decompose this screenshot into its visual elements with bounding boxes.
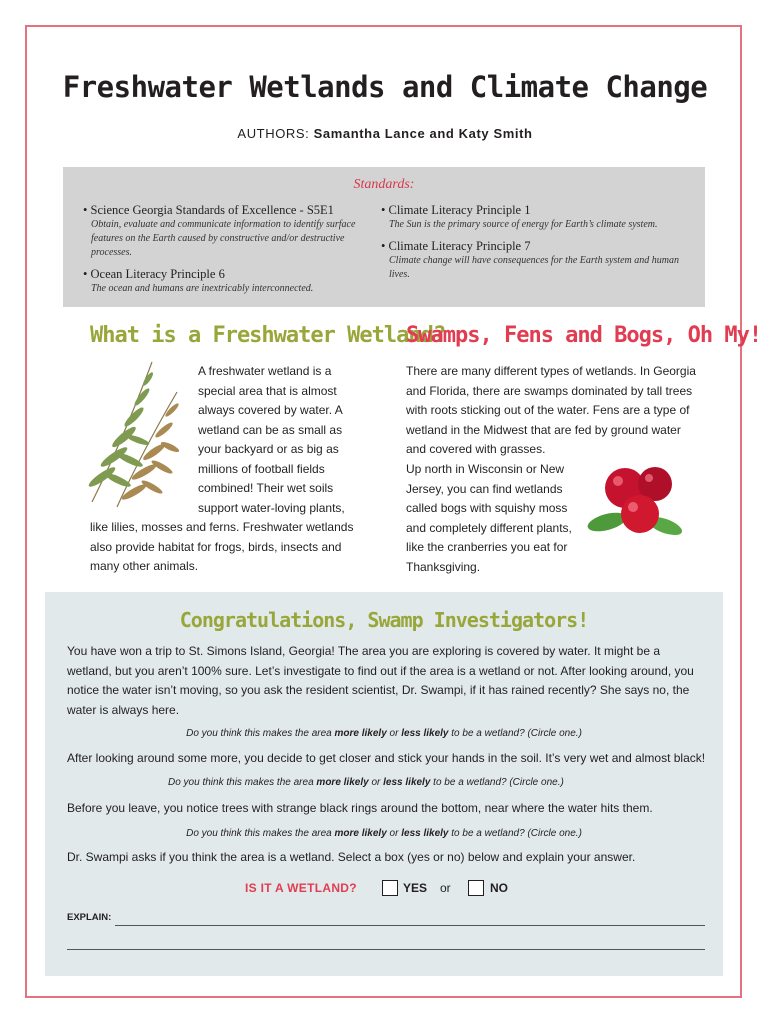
question-suffix: to be a wetland? (Circle one.) — [430, 777, 564, 788]
standard-heading: • Climate Literacy Principle 7 — [381, 239, 531, 253]
standard-heading: • Climate Literacy Principle 1 — [381, 203, 531, 217]
standards-left-column — [83, 203, 373, 303]
swamps-section-title: Swamps, Fens and Bogs, Oh My! — [406, 323, 762, 348]
standard-item — [381, 203, 693, 232]
question-or: or — [386, 828, 402, 839]
authors-line — [0, 126, 770, 141]
circle-question-3 — [45, 828, 723, 839]
fern-illustration — [72, 352, 192, 517]
investigation-paragraph-1: You have won a trip to St. Simons Island, Georgia! The area you are exploring is covered by water. It might be a wetland, but you aren’t 100% sure. Let’s investigate to find out if the area is a wetland or not. After looking around, you notice the water isn’t moving, so you ask the resident scientist, Dr. Swampi, if it has rained recently? She says no, the water is always here. — [67, 644, 694, 717]
investigation-panel — [45, 592, 723, 976]
no-label: NO — [490, 881, 508, 895]
standard-description: The ocean and humans are inextricably interconnected. — [91, 283, 314, 294]
standard-description: The Sun is the primary source of energy for Earth’s climate system. — [389, 219, 658, 230]
investigation-paragraph-3: Before you leave, you notice trees with strange black rings around the bottom, near where the water hits them. — [67, 801, 653, 815]
wetland-text-bottom: like lilies, mosses and ferns. Freshwater wetlands also provide habitat for frogs, birds, insects and many other animals. — [90, 520, 354, 573]
more-likely-option[interactable]: more likely — [334, 828, 387, 839]
explain-line-1[interactable] — [115, 925, 705, 926]
question-prefix: Do you think this makes the area — [186, 828, 335, 839]
circle-question-2 — [168, 777, 628, 788]
standard-heading: • Ocean Literacy Principle 6 — [83, 267, 225, 281]
or-label: or — [440, 881, 451, 895]
page-title: Freshwater Wetlands and Climate Change — [62, 70, 708, 104]
cranberries-illustration — [585, 460, 690, 540]
investigation-paragraph-2: After looking around some more, you decide to get closer and stick your hands in the soil. It’s very wet and almost black! — [67, 751, 706, 765]
standard-heading: • Science Georgia Standards of Excellence - S5E1 — [83, 203, 334, 217]
question-or: or — [386, 728, 402, 739]
wetland-section-title: What is a Freshwater Wetland? — [90, 323, 446, 348]
standard-item — [83, 267, 373, 296]
yes-label: YES — [403, 881, 428, 895]
question-or: or — [368, 777, 384, 788]
authors-names: Samantha Lance and Katy Smith — [313, 126, 533, 141]
investigation-paragraph-4: Dr. Swampi asks if you think the area is a wetland. Select a box (yes or no) below and explain your answer. — [67, 850, 636, 864]
standards-box — [63, 167, 705, 307]
more-likely-option[interactable]: more likely — [316, 777, 369, 788]
standard-item — [381, 239, 693, 282]
standards-right-column — [381, 203, 693, 289]
yes-checkbox[interactable] — [382, 880, 398, 896]
less-likely-option[interactable]: less likely — [401, 728, 449, 739]
question-prefix: Do you think this makes the area — [168, 777, 317, 788]
less-likely-option[interactable]: less likely — [383, 777, 431, 788]
standards-title: Standards: — [353, 177, 415, 192]
no-checkbox[interactable] — [468, 880, 484, 896]
less-likely-option[interactable]: less likely — [401, 828, 449, 839]
swamps-text-bottom: Up north in Wisconsin or New Jersey, you can find wetlands called bogs with squishy moss and completely different plants, like the cranberries you eat for Thanksgiving. — [406, 462, 572, 574]
is-wetland-label: IS IT A WETLAND? — [245, 881, 357, 895]
explain-line-2[interactable] — [67, 949, 705, 950]
authors-label: AUTHORS: — [237, 126, 310, 141]
is-wetland-row — [45, 879, 723, 901]
wetland-text-top: A freshwater wetland is a special area that is almost always covered by water. A wetland can be as small as your backyard or as big as millions of football fields combined! Their wet soils support water-loving plants, — [198, 364, 345, 515]
question-prefix: Do you think this makes the area — [186, 728, 335, 739]
question-suffix: to be a wetland? (Circle one.) — [448, 828, 582, 839]
explain-label: EXPLAIN: — [67, 912, 112, 923]
swamps-text-top: There are many different types of wetlands. In Georgia and Florida, there are swamps dominated by tall trees with roots sticking out of the water. Fens are a type of wetland in the Midwest that are fed by ground water and covered with grasses. — [406, 364, 696, 456]
circle-question-1 — [45, 728, 723, 739]
question-suffix: to be a wetland? (Circle one.) — [448, 728, 582, 739]
standard-item — [83, 203, 373, 260]
standard-description: Obtain, evaluate and communicate information to identify surface features on the Earth caused by constructive and/or destructive processes. — [91, 219, 356, 258]
standard-description: Climate change will have consequences for the Earth system and human lives. — [389, 255, 679, 280]
more-likely-option[interactable]: more likely — [334, 728, 387, 739]
investigation-title: Congratulations, Swamp Investigators! — [179, 608, 589, 632]
